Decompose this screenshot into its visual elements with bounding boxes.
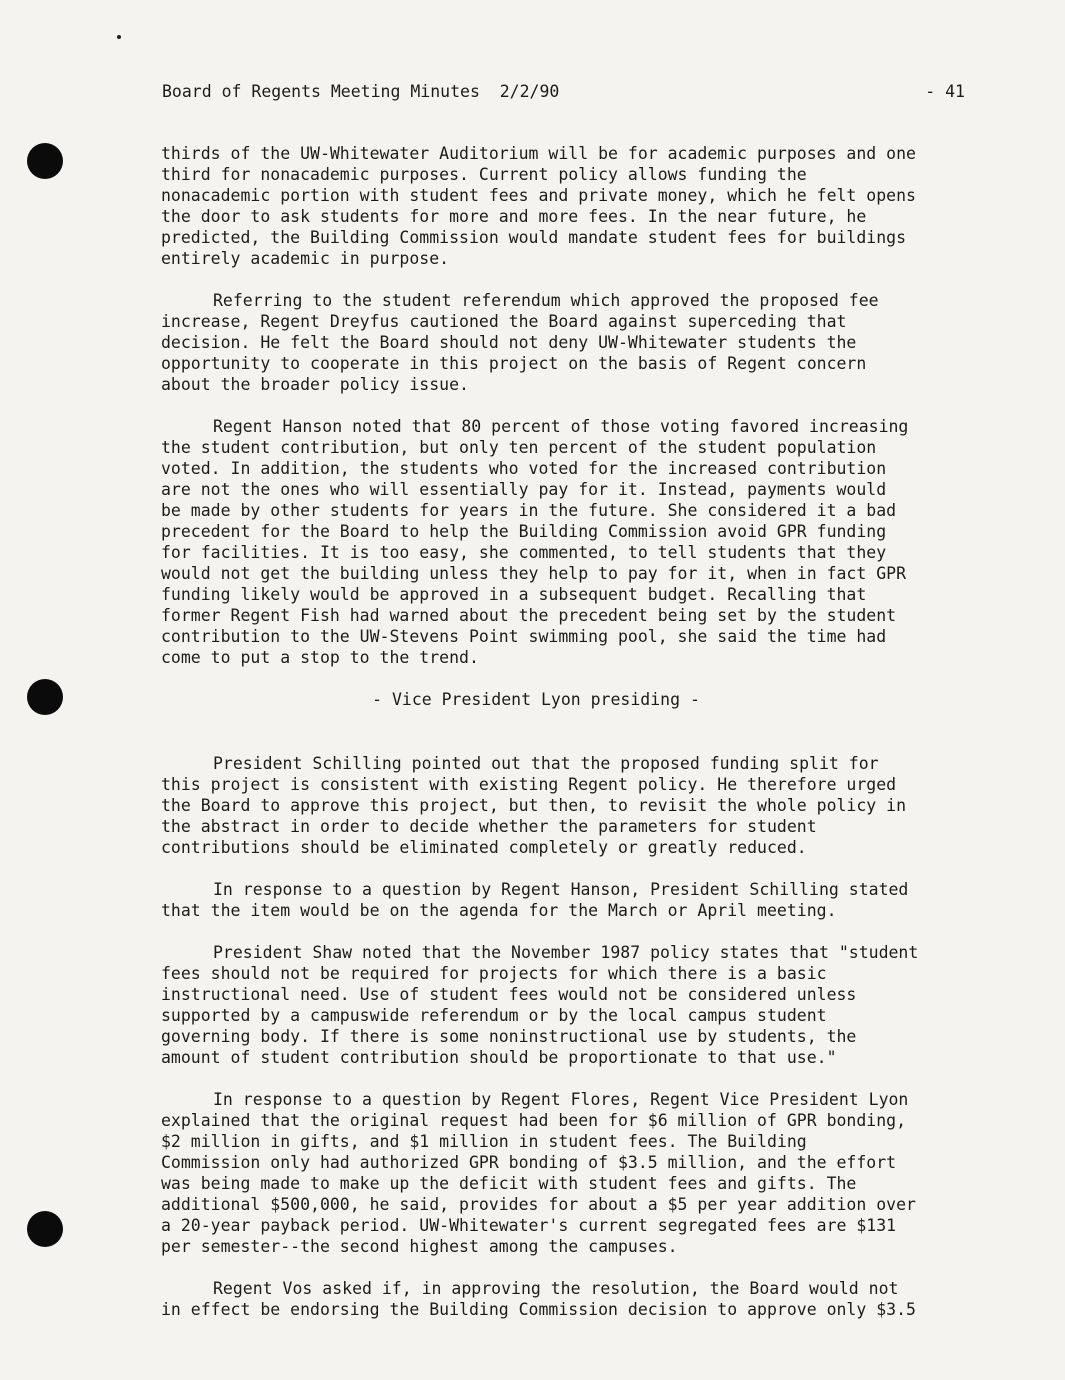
punch-hole-top: [27, 143, 63, 179]
paragraph-regent-hanson: Regent Hanson noted that 80 percent of those voting favored increasing the student contribution, but only ten percent of the student population voted. In addition, the students who voted for the increased contribution are not the ones who will essentially pay for it. Instead, payments would be made by other students for years in the future. She considered it a bad precedent for the Board to help the Building Commission avoid GPR funding for facilities. It is too easy, she commented, to tell students that they would not get the building unless they help to pay for it, when in fact GPR funding likely would be approved in a subsequent budget. Recalling that former Regent Fish had warned about the precedent being set by the student contribution to the UW-Stevens Point swimming pool, she said the time had come to put a stop to the trend.: [161, 417, 909, 667]
presiding-note: - Vice President Lyon presiding -: [372, 690, 700, 709]
page-header: [162, 80, 965, 104]
paragraph-agenda-response: In response to a question by Regent Hanson, President Schilling stated that the item would be on the agenda for the March or April meeting.: [161, 880, 909, 920]
punch-hole-bottom: [27, 1211, 63, 1247]
header-title: Board of Regents Meeting Minutes 2/2/90: [162, 82, 560, 101]
paragraph-president-shaw: President Shaw noted that the November 1987 policy states that "student fees should not be required for projects for which there is a basic instructional need. Use of student fees would not be considered unless supported by a campuswide referendum or by the local campus student governing body. If there is some noninstructional use by students, the amount of student contribution should be proportionate to that use.": [161, 943, 919, 1067]
paragraph-regent-vos: Regent Vos asked if, in approving the resolution, the Board would not in effect be endorsing the Building Commission decision to approve only $3.5: [161, 1279, 916, 1319]
paragraph-auditorium-purposes: thirds of the UW-Whitewater Auditorium will be for academic purposes and one third for nonacademic purposes. Current policy allows funding the nonacademic portion with student fees and private money, which he felt opens the door to ask students for more and more fees. In the near future, he predicted, the Building Commission would mandate student fees for buildings entirely academic in purpose.: [161, 144, 916, 268]
paragraph-funding-explanation: In response to a question by Regent Flores, Regent Vice President Lyon explained that the original request had been for $6 million of GPR bonding, $2 million in gifts, and $1 million in student fees. The Building Commission only had authorized GPR bonding of $3.5 million, and the effort was being made to make up the deficit with student fees and gifts. The additional $500,000, he said, provides for about a $5 per year addition over a 20-year payback period. UW-Whitewater's current segregated fees are $131 per semester--the second highest among the campuses.: [161, 1090, 916, 1256]
scan-speck: [117, 35, 121, 39]
paragraph-president-schilling: President Schilling pointed out that the proposed funding split for this project is consistent with existing Regent policy. He therefore urged the Board to approve this project, but then, to revisit the whole policy in the abstract in order to decide whether the parameters for student contributions should be eliminated completely or greatly reduced.: [161, 754, 907, 857]
punch-hole-middle: [27, 679, 63, 715]
page-number: - 41: [925, 82, 965, 101]
minutes-body: [161, 143, 981, 1320]
paragraph-regent-dreyfus: Referring to the student referendum which approved the proposed fee increase, Regent Dreyfus cautioned the Board against superceding that decision. He felt the Board should not deny UW-Whitewater students the opportunity to cooperate in this project on the basis of Regent concern about the broader policy issue.: [161, 291, 879, 394]
